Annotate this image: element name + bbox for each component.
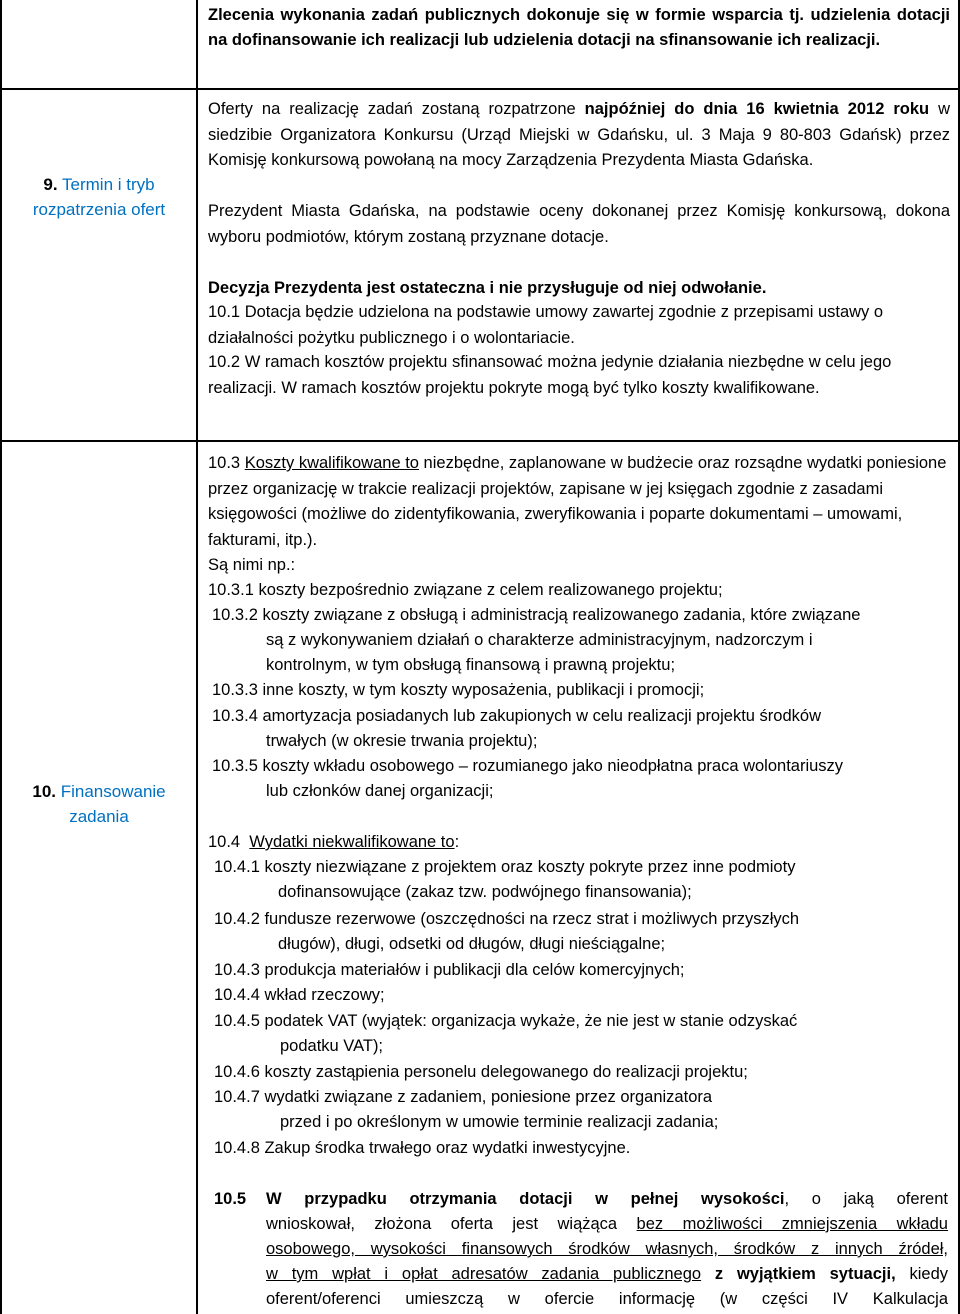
p10-1-text: Dotacja będzie udzielona na podstawie umowy zawartej zgodnie z przepisami ustawy o działalności pożytku publicznego i o wolontariacie. — [208, 303, 884, 347]
p10-5-line4-underlined: w tym wpłat i opłat adresatów zadania publicznego — [266, 1265, 702, 1283]
item-10-4-3-number: 10.4.3 — [214, 961, 260, 979]
item-10-3-3 — [212, 678, 704, 704]
item-10-4-8 — [214, 1136, 630, 1162]
item-10-3-2-line2: są z wykonywaniem działań o charakterze administracyjnym, nadzorczym i — [266, 631, 813, 649]
item-10-4-2-line2: długów), długi, odsetki od długów, długi nieściągalne; — [278, 935, 666, 953]
item-10-4-4-number: 10.4.4 — [214, 986, 260, 1004]
sec9-p1-text-a: Oferty na realizację zadań zostaną rozpatrzone — [208, 100, 585, 118]
zlecenia-paragraph: Zlecenia wykonania zadań publicznych dokonuje się w formie wsparcia tj. udzielenia dotacji na dofinansowanie ich realizacji lub udzielenia dotacji na sfinansowanie ich realizacji. — [208, 6, 950, 49]
item-10-4-7-number: 10.4.7 — [214, 1088, 260, 1106]
p10-5-line4-bold: z wyjątkiem sytuacji, — [701, 1265, 896, 1283]
p10-2-text: W ramach kosztów projektu sfinansować można jedynie działania niezbędne w celu jego realizacji. W ramach kosztów projektu pokryte mogą być tylko koszty kwalifikowane. — [208, 353, 892, 397]
item-10-4-7-text-1: wydatki związane z zadaniem, poniesione przez organizatora — [259, 1088, 713, 1106]
item-10-4-1-line1 — [214, 855, 795, 881]
item-10-4-4-text: wkład rzeczowy; — [259, 986, 385, 1004]
item-10-3-1 — [208, 578, 723, 604]
item-10-4-8-text: Zakup środka trwałego oraz wydatki inwestycyjne. — [259, 1139, 631, 1157]
item-10-3-3-text: inne koszty, w tym koszty wyposażenia, publikacji i promocji; — [257, 681, 705, 699]
item-10-3-4-number: 10.3.4 — [212, 707, 258, 725]
sec9-p1-deadline: najpóźniej do dnia 16 kwietnia 2012 roku — [584, 100, 930, 118]
item-10-3-5-line1 — [212, 754, 843, 780]
item-10-4-5-number: 10.4.5 — [214, 1012, 260, 1030]
p10-5-line2 — [266, 1212, 948, 1238]
item-10-3-5-number: 10.3.5 — [212, 757, 258, 775]
p10-4-number: 10.4 — [208, 833, 241, 851]
p10-2 — [208, 350, 950, 401]
item-10-4-2-number: 10.4.2 — [214, 910, 260, 928]
p10-1 — [208, 300, 950, 351]
item-10-4-2-line1 — [214, 907, 799, 933]
item-10-4-1-line2: dofinansowujące (zakaz tzw. podwójnego finansowania); — [278, 883, 692, 901]
section-9-title-line1: Termin i tryb — [62, 175, 155, 194]
p10-5-number: 10.5 — [214, 1190, 247, 1208]
section-10-title-line1: Finansowanie — [60, 782, 166, 801]
p10-3-text: niezbędne, zaplanowane w budżecie oraz rozsądne wydatki poniesione przez organizację w trakcie realizacji projektów, zapisane w jej księgach zgodnie z zasadami księgowości (możliwe do zidentyfikowania, zweryfikowania i poparte dokumentami – umowami, fakturami, itp.). — [208, 454, 947, 549]
item-10-4-3 — [214, 958, 684, 984]
p10-3 — [208, 451, 950, 553]
p10-5-line5: oferent/oferenci umieszczą w ofercie informację (w części IV Kalkulacja — [266, 1290, 948, 1308]
item-10-3-1-text: koszty bezpośrednio związane z celem realizowanego projektu; — [253, 581, 723, 599]
row-divider-9 — [0, 88, 960, 90]
sec9-paragraph-2: Prezydent Miasta Gdańska, na podstawie oceny dokonanej przez Komisję konkursową, dokona wyboru podmiotów, którym zostaną przyznane dotacje. — [208, 202, 950, 246]
item-10-4-6-number: 10.4.6 — [214, 1063, 260, 1081]
p10-5-line4 — [266, 1262, 948, 1288]
item-10-4-5-line2: podatku VAT); — [280, 1037, 384, 1055]
item-10-4-8-number: 10.4.8 — [214, 1139, 260, 1157]
item-10-4-4 — [214, 983, 385, 1009]
p10-5-text-b: , o jaką oferent — [784, 1190, 948, 1208]
section-10-title-line2: zadania — [69, 807, 129, 826]
p10-4-colon: : — [454, 833, 460, 851]
item-10-4-1-text-1: koszty niezwiązane z projektem oraz koszty pokryte przez inne podmioty — [259, 858, 796, 876]
section-9-number: 9. — [43, 175, 58, 194]
p10-5-line2-text: wnioskował, złożona oferta jest wiążąca — [266, 1215, 637, 1233]
p10-5-line1 — [266, 1187, 948, 1213]
item-10-3-2-text-1: koszty związane z obsługą i administracją realizowanego zadania, które związane — [257, 606, 861, 624]
item-10-4-5-text-1: podatek VAT (wyjątek: organizacja wykaże, że nie jest w stanie odzyskać — [259, 1012, 798, 1030]
item-10-3-2-line1 — [212, 603, 860, 629]
item-10-3-4-text-1: amortyzacja posiadanych lub zakupionych w celu realizacji projektu środków — [257, 707, 821, 725]
item-10-3-2-number: 10.3.2 — [212, 606, 258, 624]
item-10-3-5-line2: lub członków danej organizacji; — [266, 782, 494, 800]
p10-2-number: 10.2 — [208, 353, 241, 371]
item-10-4-5-line1 — [214, 1009, 797, 1035]
p10-4-title: Wydatki niekwalifikowane to — [249, 833, 455, 851]
item-10-4-6 — [214, 1060, 748, 1086]
p10-5-line3: osobowego, wysokości finansowych środków własnych, środków z innych źródeł, — [266, 1240, 948, 1258]
sa-nimi: Są nimi np.: — [208, 556, 296, 574]
p10-5-line4-text: kiedy — [895, 1265, 948, 1283]
sec9-paragraph-1 — [208, 97, 950, 174]
item-10-3-4-line2: trwałych (w okresie trwania projektu); — [266, 732, 538, 750]
p10-1-number: 10.1 — [208, 303, 241, 321]
p10-3-title: Koszty kwalifikowane to — [244, 454, 419, 472]
item-10-3-5-text-1: koszty wkładu osobowego – rozumianego jako nieodpłatna praca wolontariuszy — [257, 757, 844, 775]
item-10-4-7-line2: przed i po określonym w umowie terminie realizacji zadania; — [280, 1113, 719, 1131]
item-10-4-7-line1 — [214, 1085, 712, 1111]
row-divider-10 — [0, 440, 960, 442]
section-10-number: 10. — [32, 782, 56, 801]
section-10-label — [2, 779, 196, 829]
item-10-3-1-number: 10.3.1 — [208, 581, 254, 599]
item-10-3-4-line1 — [212, 704, 821, 730]
p10-4 — [208, 830, 459, 856]
item-10-3-2-line3: kontrolnym, w tym obsługą finansową i prawną projektu; — [266, 656, 676, 674]
sec9-decyzja: Decyzja Prezydenta jest ostateczna i nie przysługuje od niej odwołanie. — [208, 279, 767, 297]
item-10-3-3-number: 10.3.3 — [212, 681, 258, 699]
p10-5-line2-underlined: bez możliwości zmniejszenia wkładu — [636, 1215, 948, 1233]
p10-3-number: 10.3 — [208, 454, 241, 472]
table-column-divider — [196, 0, 198, 1314]
item-10-4-1-number: 10.4.1 — [214, 858, 260, 876]
item-10-4-3-text: produkcja materiałów i publikacji dla celów komercyjnych; — [259, 961, 685, 979]
item-10-4-6-text: koszty zastąpienia personelu delegowanego do realizacji projektu; — [259, 1063, 748, 1081]
item-10-4-2-text-1: fundusze rezerwowe (oszczędności na rzecz strat i możliwych przyszłych — [259, 910, 800, 928]
section-9-label — [2, 172, 196, 222]
p10-5-bold-a: W przypadku otrzymania dotacji w pełnej wysokości — [266, 1190, 785, 1208]
sec9-p1-text-c: w siedzibie Organizatora Konkursu (Urząd Miejski w Gdańsku, ul. 3 Maja 9 80-803 Gdańsk) przez Komisję konkursową powołaną na mocy Zarządzenia Prezydenta Miasta Gdańska. — [208, 100, 951, 169]
section-9-title-line2: rozpatrzenia ofert — [32, 200, 166, 219]
